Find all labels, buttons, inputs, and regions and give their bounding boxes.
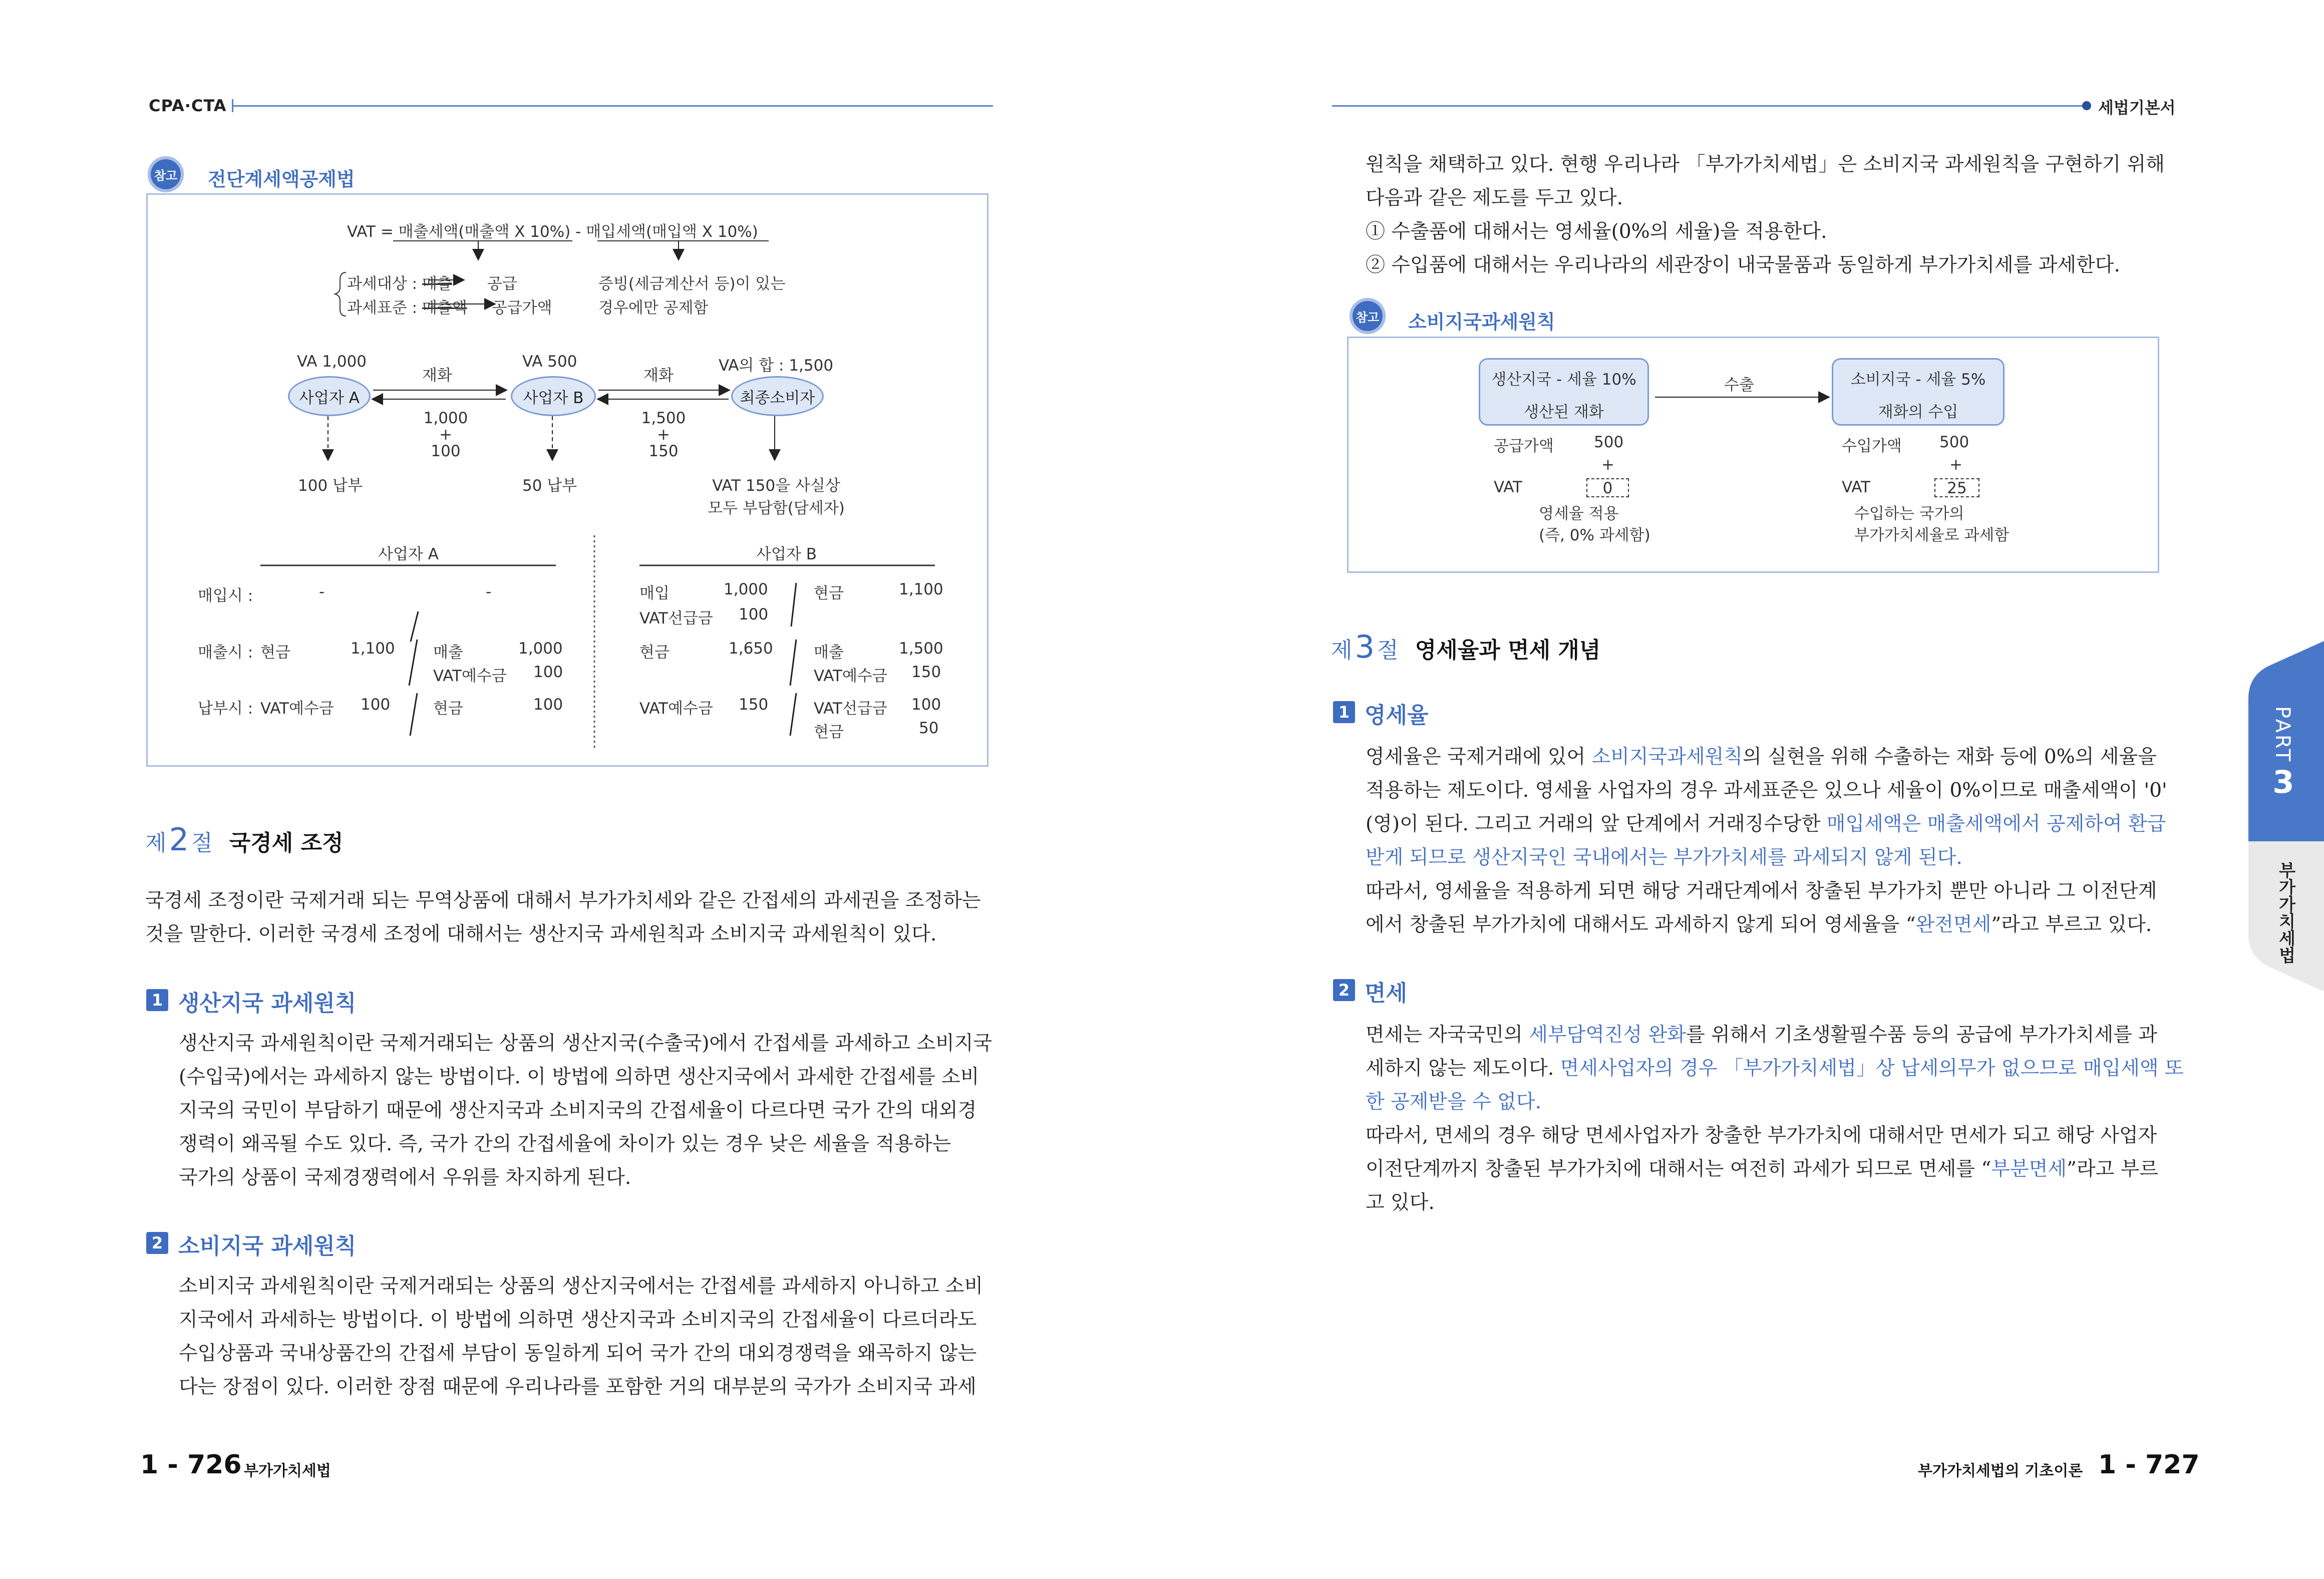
tax-burden-c2: 모두 부담함(담세자) (708, 499, 845, 517)
vat-amount-box: 0 (1586, 478, 1629, 497)
header-dot (2082, 101, 2091, 110)
label: 과세대상 : (347, 275, 422, 293)
footer-title-right: 부가가치세법의 기초이론 (1918, 1462, 2083, 1480)
import-note-1: 수입하는 국가의 (1854, 505, 1964, 523)
zero-rate-body (1366, 740, 2187, 941)
note-title: 전단계세액공제법 (208, 168, 355, 190)
ledger-cell: 150 (911, 663, 941, 681)
text: ”라고 부르고 있다. (1991, 913, 2152, 936)
subsection-1-body (179, 1027, 1000, 1194)
ledger-cell: 현금 (639, 644, 670, 662)
ledger-cell: 1,650 (729, 640, 773, 658)
ledger-cell: VAT예수금 (814, 667, 887, 685)
consumer-box (1832, 358, 2005, 426)
label: 과세표준 : (347, 299, 422, 317)
proof-note-1: 증빙(세금계산서 등)이 있는 (598, 275, 786, 293)
ledger-cell: 150 (739, 696, 769, 714)
note-box-vat-credit (146, 193, 988, 767)
proof-note-2: 경우에만 공제함 (598, 299, 709, 317)
para-line: 원칙을 채택하고 있다. 현행 우리나라 「부가가치세법」은 소비지국 과세원칙을 구현하기 위해 (1366, 153, 2165, 176)
plus: + (1949, 456, 1962, 474)
goods-label-1: 재화 (422, 367, 452, 385)
formula: VAT = 매출세액(매출액 X 10%) - 매입세액(매입액 X 10%) (347, 223, 758, 241)
page-number-left: 1 - 726 (140, 1450, 242, 1480)
para-line: 따라서, 영세율을 적용하게 되면 해당 거래단계에서 창출된 부가가치 뿐만 아니라 그 이전단계 (1366, 880, 2157, 902)
subsection-title: 생산지국 과세원칙 (178, 991, 357, 1016)
section-number: 2 (169, 821, 189, 858)
para-line: 소비지국 과세원칙이란 국제거래되는 상품의 생산지국에서는 간접세를 과세하지 아니하고 소비 (179, 1275, 983, 1298)
consumption-diagram (1349, 338, 2161, 574)
subsection-title: 면세 (1365, 981, 1408, 1006)
subsection-number: 1 (1333, 701, 1355, 723)
subsection-title: 소비지국 과세원칙 (178, 1233, 357, 1259)
section-number: 3 (1355, 628, 1375, 665)
row-label-sale: 매출시 : (198, 644, 253, 662)
para-line: 쟁력이 왜곡될 수도 있다. 즉, 국가 간의 간접세율에 차이가 있는 경우 낮은 세율을 적용하는 (179, 1133, 951, 1155)
para-line: 적용하는 제도이다. 영세율 사업자의 경우 과세표준은 있으나 세율이 0%이므로 매출세액이 '0' (1366, 779, 2167, 802)
ledger-a-title: 사업자 A (378, 545, 439, 563)
ledger-cell: 현금 (260, 644, 290, 662)
row-label-payment: 납부시 : (198, 700, 253, 718)
amount: 1,500 (641, 409, 686, 427)
section-2-heading (145, 821, 344, 858)
amount: 1,000 (423, 409, 468, 427)
producer-line-1: 생산지국 - 세율 10% (1491, 371, 1636, 389)
ledger-cell: 100 (361, 696, 391, 714)
tax-subject-row (347, 271, 517, 293)
para-line: 수입상품과 국내상품간의 간접세 부담이 동일하게 되어 국가 간의 대외경쟁력을 왜곡하지 않는 (179, 1342, 977, 1365)
section-3-heading (1331, 628, 1600, 665)
highlight: 소비지국과세원칙 (1591, 746, 1743, 768)
ledger-cell: - (319, 583, 325, 601)
payment-1 (418, 410, 473, 460)
para-line: 지국의 국민이 부담하기 때문에 생산지국과 소비지국의 간접세율이 다르다면 국가 간의 대외경 (179, 1099, 977, 1122)
import-amount: 500 (1939, 433, 1969, 451)
para-line: 국가의 상품이 국제경쟁력에서 우위를 차지하게 된다. (179, 1166, 631, 1189)
highlight: 세부담역진성 완화 (1529, 1024, 1686, 1046)
footer-title-left: 부가가치세법 (244, 1462, 331, 1480)
struck-term: 매출액 (422, 299, 467, 317)
header-rule-left (232, 105, 993, 107)
para-line: 다음과 같은 제도를 두고 있다. (1366, 187, 1623, 209)
ledger-cell: VAT예수금 (639, 700, 713, 718)
ledger-cell: - (486, 583, 492, 601)
tax-paid-a: 100 납부 (298, 477, 363, 495)
plus: + (1601, 456, 1614, 474)
ledger-cell: 현금 (433, 700, 463, 718)
para-line: 한 공제받을 수 없다. (1366, 1091, 1541, 1113)
ledger-cell: 매입 (639, 584, 670, 602)
para-line: ① 수출품에 대해서는 영세율(0%의 세율)을 적용한다. (1366, 220, 1827, 243)
text: 를 위해서 기초생활필수품 등의 공급에 부가가치세를 과 (1686, 1024, 2157, 1046)
ledger-cell: VAT예수금 (260, 700, 334, 718)
subsection-2-body (179, 1270, 1000, 1404)
para-line: 것을 말한다. 이러한 국경세 조정에 대해서는 생산지국 과세원칙과 소비지국 과세원칙이 있다. (145, 923, 937, 945)
para-line: ② 수입품에 대해서는 우리나라의 세관장이 내국물품과 동일하게 부가가치세를 과세한다. (1366, 254, 2120, 276)
text: 의 실현을 위해 수출하는 재화 등에 0%의 세율을 (1743, 746, 2157, 768)
para-line: 지국에서 과세하는 방법이다. 이 방법에 의하면 생산지국과 소비지국의 간접세율이 다르더라도 (179, 1309, 977, 1331)
ledger-cell: 50 (919, 719, 939, 737)
ledger-b-title: 사업자 B (756, 545, 817, 563)
new-term: 공급가액 (492, 299, 552, 317)
vat-label: VAT (1494, 478, 1522, 496)
tax-base-row (347, 295, 552, 318)
ledger-cell: 100 (739, 605, 769, 623)
section-title: 영세율과 면세 개념 (1415, 638, 1601, 663)
new-term: 공급 (487, 275, 517, 293)
node-business-a: 사업자 A (288, 376, 371, 416)
import-note-2: 부가가치세율로 과세함 (1854, 526, 2010, 544)
ledger-cell: 1,500 (899, 640, 943, 658)
ledger-cell: 100 (911, 696, 941, 714)
va-a: VA 1,000 (297, 353, 367, 371)
section-prefix: 제 (145, 830, 167, 856)
zero-rate-note-1: 영세율 적용 (1539, 505, 1619, 523)
row-label-purchase: 매입시 : (198, 587, 253, 605)
header-rule-right (1332, 105, 2088, 107)
note-title: 소비지국과세원칙 (1408, 311, 1555, 333)
tab-part-number: 3 (2272, 764, 2294, 800)
highlight: 매입세액은 매출세액에서 공제하여 환급 (1826, 813, 2166, 835)
struck-term: 매출 (422, 275, 452, 293)
highlight: 면세사업자의 경우 「부가가치세법」상 납세의무가 없으므로 매입세액 또 (1560, 1057, 2184, 1080)
highlight: 부분면세 (1991, 1158, 2067, 1180)
subsection-number: 2 (1333, 979, 1355, 1001)
para-line (1366, 1018, 2187, 1052)
section-2-intro (145, 884, 997, 951)
payment-2 (636, 410, 691, 460)
node-final-consumer: 최종소비자 (731, 376, 824, 416)
para-line: 국경세 조정이란 국제거래 되는 무역상품에 대해서 부가가치세와 같은 간접세의 과세권을 조정하는 (145, 889, 981, 912)
producer-line-2: 생산된 재화 (1524, 403, 1604, 421)
page-number-right: 1 - 727 (2098, 1450, 2200, 1480)
para-line (1366, 1052, 2187, 1085)
tax-paid-b: 50 납부 (522, 477, 577, 495)
ledger-cell: VAT선급금 (639, 609, 713, 627)
note-badge: 참고 (1350, 298, 1386, 334)
ledger-cell: 100 (533, 696, 563, 714)
ledger-cell: 매출 (433, 644, 463, 662)
ledger-cell: 현금 (814, 584, 844, 602)
exemption-body (1366, 1018, 2187, 1219)
running-header-left: CPA·CTA (149, 96, 227, 115)
section-suffix: 절 (191, 830, 213, 856)
para-line: (수입국)에서는 과세하지 않는 방법이다. 이 방법에 의하면 생산지국에서 과세한 간접세를 소비 (179, 1066, 979, 1088)
export-label: 수출 (1724, 376, 1754, 394)
para-line: 생산지국 과세원칙이란 국제거래되는 상품의 생산지국(수출국)에서 간접세를 과세하고 소비지국 (179, 1032, 992, 1055)
note-box-consumption (1347, 337, 2159, 573)
tax-burden-c1: VAT 150을 사실상 (712, 477, 840, 495)
part-tab[interactable] (2248, 641, 2324, 992)
text: 세하지 않는 제도이다. (1366, 1057, 1560, 1080)
para-line: 받게 되므로 생산지국인 국내에서는 부가가치세를 과세되지 않게 된다. (1366, 846, 1962, 869)
vat-amount-box: 25 (1934, 478, 1979, 497)
va-sum: VA의 합 : 1,500 (719, 357, 834, 375)
plus: + (439, 426, 452, 444)
node-business-b: 사업자 B (511, 376, 596, 416)
consumer-line-1: 소비지국 - 세율 5% (1850, 371, 1986, 389)
para-line: 다는 장점이 있다. 이러한 장점 때문에 우리나라를 포함한 거의 대부분의 국가가 소비지국 과세 (179, 1376, 976, 1398)
text: 에서 창출된 부가가치에 대해서도 과세하지 않게 되어 영세율을 “ (1366, 913, 1916, 936)
import-label: 수입가액 (1842, 437, 1902, 455)
text: (영)이 된다. 그리고 거래의 앞 단계에서 거래징수당한 (1366, 813, 1827, 835)
zero-rate-note-2: (즉, 0% 과세함) (1539, 526, 1650, 544)
para-line: 따라서, 면세의 경우 해당 면세사업자가 창출한 부가가치에 대해서만 면세가 되고 해당 사업자 (1366, 1124, 2157, 1147)
tab-part-label: PART (2271, 706, 2294, 764)
para-line (1366, 740, 2187, 774)
text: ”라고 부르 (2067, 1158, 2159, 1180)
producer-box (1479, 358, 1649, 426)
highlight: 완전면세 (1915, 913, 1991, 936)
ledger-cell: 1,000 (724, 580, 768, 598)
section-title: 국경세 조정 (229, 830, 344, 856)
text: 이전단계까지 창출된 부가가치에 대해서는 여전히 과세가 되므로 면세를 “ (1366, 1158, 1991, 1180)
ledger-cell: 현금 (814, 723, 844, 741)
ledger-cell: 1,000 (518, 640, 563, 658)
subsection-title: 영세율 (1365, 703, 1429, 728)
text: 면세는 자국국민의 (1366, 1024, 1529, 1046)
subsection-number: 2 (146, 1232, 168, 1254)
para-line (1366, 908, 2187, 941)
continued-paragraph (1366, 148, 2187, 282)
supply-label: 공급가액 (1494, 437, 1554, 455)
tab-chapter-label: 부가가치세법 (2275, 861, 2295, 964)
ledger-cell: VAT예수금 (433, 667, 507, 685)
plus: + (657, 426, 670, 444)
text: 영세율은 국제거래에 있어 (1366, 746, 1592, 768)
ledger-cell: 100 (533, 663, 563, 681)
va-b: VA 500 (522, 353, 577, 371)
ledger-cell: 1,100 (351, 640, 395, 658)
ledger-cell: 1,100 (899, 580, 943, 598)
para-line (1366, 807, 2187, 841)
consumer-line-2: 재화의 수입 (1878, 403, 1958, 421)
ledger-cell: 매출 (814, 644, 844, 662)
vat: 150 (648, 442, 679, 460)
supply-amount: 500 (1594, 433, 1624, 451)
vat-label: VAT (1842, 478, 1870, 496)
ledger-cell: VAT선급금 (814, 700, 887, 718)
section-suffix: 절 (1377, 638, 1399, 663)
vat: 100 (431, 442, 461, 460)
goods-label-2: 재화 (643, 367, 674, 385)
subsection-number: 1 (146, 989, 168, 1011)
section-prefix: 제 (1331, 638, 1353, 663)
para-line (1366, 1152, 2187, 1186)
para-line: 고 있다. (1366, 1191, 1435, 1214)
note-badge: 참고 (148, 156, 184, 192)
running-header-right: 세법기본서 (2098, 98, 2176, 117)
